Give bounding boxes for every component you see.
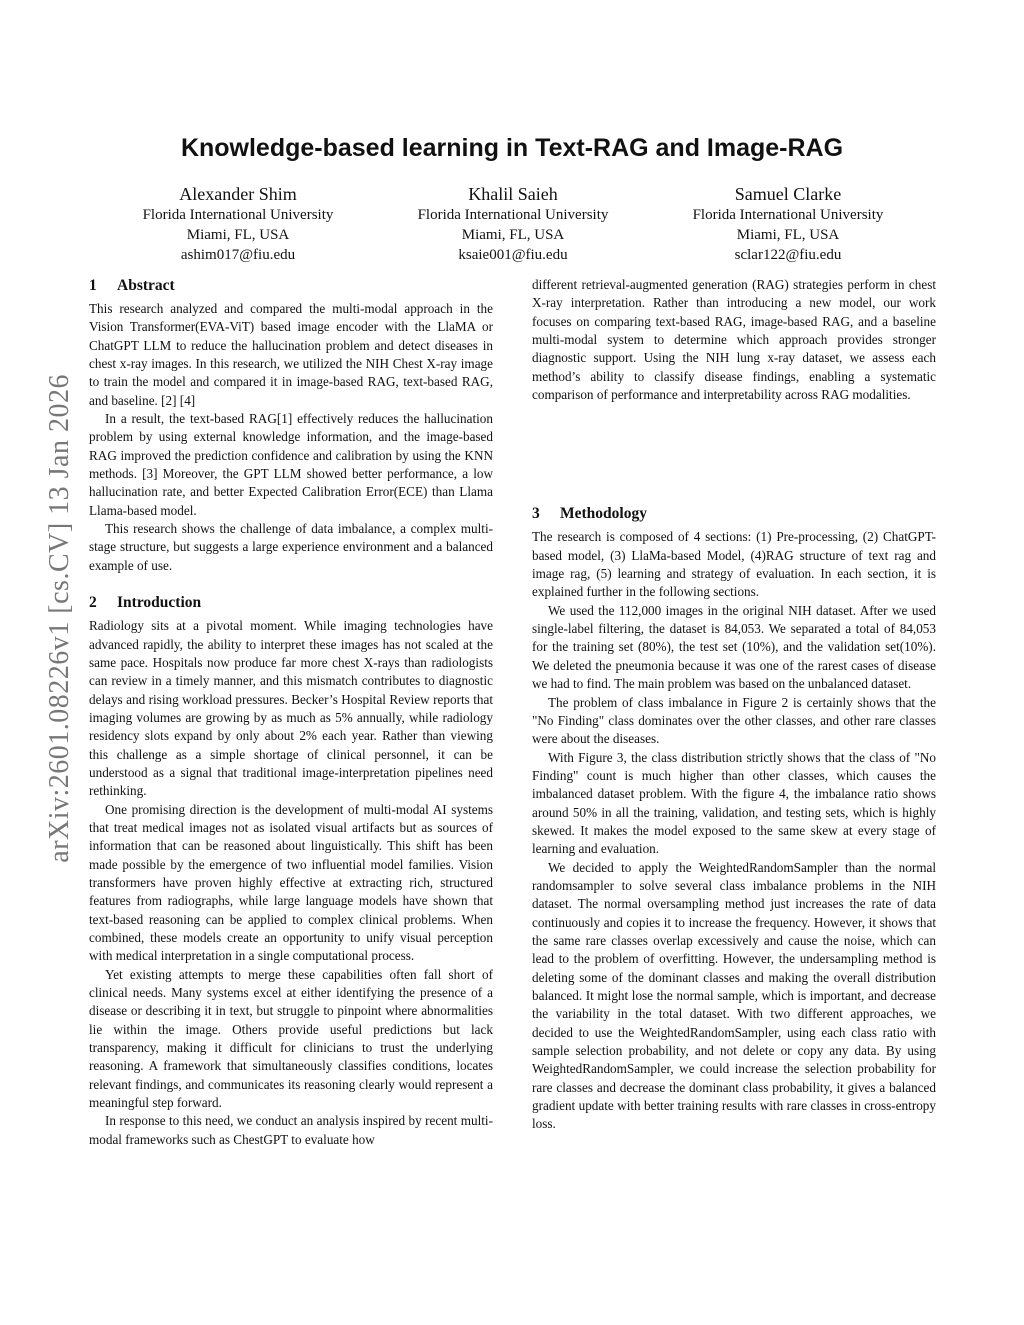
author-name: Khalil Saieh — [468, 184, 558, 204]
author-location: Miami, FL, USA — [186, 227, 290, 243]
methodology-paragraph: The research is composed of 4 sections: (1) Pre-processing, (2) ChatGPT-based model, (3) LlaMa-based Model, (4)RAG structure of text rag and image rag, (5) learning and strategy of evaluation. In each section, it is explained further in the following sections. — [532, 529, 936, 600]
paper-title: Knowledge-based learning in Text-RAG and Image-RAG — [180, 134, 844, 162]
author-block — [108, 183, 368, 265]
introduction-paragraph: One promising direction is the development of multi-modal AI systems that treat medical images not as isolated visual artifacts but as sources of information that can be reasoned about linguistically. This shift has been made possible by the emergence of two influential model families. Vision transformers have proven highly effective at extracting rich, structured features from radiographs, while large language models have shown that text-based reasoning can be applied to complex clinical problems. When combined, these models create an opportunity to unify visual perception with medical interpretation in a single computational process. — [89, 801, 493, 964]
right-column — [532, 276, 936, 1134]
abstract-paragraph: This research analyzed and compared the multi-modal approach in the Vision Transformer(EVA-ViT) based image encoder with the LlaMA or ChatGPT LLM to reduce the hallucination problem and detect diseases in chest x-ray images. In this research, we utilized the NIH Chest X-ray image to train the model and compared it in image-based RAG, text-based RAG, and baseline. [2] [4] — [89, 301, 493, 408]
section-title: Methodology — [560, 505, 647, 523]
abstract-paragraph: This research shows the challenge of data imbalance, a complex multi-stage structure, but suggests a large experience environment and a balanced example of use. — [89, 521, 493, 573]
arxiv-identifier[interactable]: arXiv:2601.08226v1 [cs.CV] 13 Jan 2026 — [44, 374, 75, 863]
author-affiliation: Florida International University — [417, 207, 609, 223]
author-email[interactable]: sclar122@fiu.edu — [734, 247, 842, 263]
author-name: Samuel Clarke — [734, 184, 842, 204]
abstract-paragraph: In a result, the text-based RAG[1] effectively reduces the hallucination problem by using external knowledge information, and the image-based RAG improved the prediction confidence and calibration by using the KNN methods. [3] Moreover, the GPT LLM showed better performance, a low hallucination rate, and better Expected Calibration Error(ECE) than Llama Llama-based model. — [89, 411, 493, 518]
section-number: 2 — [89, 594, 97, 612]
section-title: Abstract — [117, 277, 175, 294]
section-heading-introduction — [89, 593, 493, 613]
introduction-continuation: different retrieval-augmented generation (RAG) strategies perform in chest X-ray interpretation. Rather than introducing a new model, our work focuses on comparing text-based RAG, image-based RAG, and a baseline multi-modal system to determine which approach provides stronger diagnostic support. Using the NIH lung x-ray dataset, we assess each method’s ability to classify disease findings, enabling a systematic comparison of performance and interpretability across RAG modalities. — [532, 277, 936, 403]
author-email[interactable]: ksaie001@fiu.edu — [458, 247, 568, 263]
section-title: Introduction — [117, 594, 202, 612]
methodology-paragraph: With Figure 3, the class distribution strictly shows that the class of "No Finding" count is much higher than other classes, which causes the imbalanced dataset problem. With the figure 4, the imbalance ratio shows around 50% in all the training, validation, and testing sets, which is highly skewed. It makes the model exposed to the same skew at every stage of learning and evaluation. — [532, 749, 936, 857]
left-column — [89, 276, 493, 1149]
introduction-paragraph: Radiology sits at a pivotal moment. While imaging technologies have advanced rapidly, the ability to interpret these images has not scaled at the same pace. Hospitals now produce far more chest X-rays than radiologists can review in a timely manner, and this mismatch contributes to diagnostic delays and rising workload pressures. Becker’s Hospital Review reports that imaging volumes are growing by as much as 5% annually, while radiology residency slots expand by only about 2% each year. Rather than viewing this challenge as a simple shortage of clinical personnel, it can be understood as a signal that traditional image-interpretation pipelines need rethinking. — [89, 618, 493, 799]
section-heading-methodology — [532, 504, 936, 524]
introduction-paragraph: Yet existing attempts to merge these capabilities often fall short of clinical needs. Many systems excel at either identifying the presence of a disease or describing it in text, but struggle to pinpoint where abnormalities lie within the image. Others provide useful predictions but lack transparency, making it difficult for clinicians to trust the underlying reasoning. A framework that simultaneously classifies conditions, locates relevant findings, and communicates its reasoning clearly would represent a meaningful step forward. — [89, 966, 493, 1111]
author-location: Miami, FL, USA — [736, 227, 840, 243]
author-block — [383, 183, 643, 265]
section-number: 1 — [89, 277, 97, 294]
author-block — [658, 183, 918, 265]
introduction-paragraph: In response to this need, we conduct an analysis inspired by recent multi-modal frameworks such as ChestGPT to evaluate how — [89, 1113, 493, 1147]
methodology-paragraph: We used the 112,000 images in the original NIH dataset. After we used single-label filtering, the dataset is 84,053. We separated a total of 84,053 for the training set (80%), the test set (10%), and the validation set(10%). We deleted the pneumonia because it was one of the rarest cases of disease we had to find. The main problem was based on the unbalanced dataset. — [532, 602, 936, 692]
author-name: Alexander Shim — [179, 184, 297, 204]
section-number: 3 — [532, 505, 540, 523]
author-email[interactable]: ashim017@fiu.edu — [180, 247, 296, 263]
section-heading-abstract — [89, 276, 493, 296]
author-affiliation: Florida International University — [142, 207, 334, 223]
methodology-paragraph: We decided to apply the WeightedRandomSampler than the normal randomsampler to solve several class imbalance problems in the NIH dataset. The normal oversampling method just increases the rate of data continuously and copies it to increase the frequency. However, it shows that the same rare classes overlap excessively and cause the noise, which can lead to the problem of overfitting. However, the undersampling method is deleting some of the dominant classes and making the overall distribution balanced. It might lose the normal sample, which is important, and decrease the variability in the total dataset. With two different approaches, we decided to use the WeightedRandomSampler, using each class ratio with sample selection probability, and not delete or copy any data. By using WeightedRandomSampler, we could increase the selection probability for rare classes and decrease the dominant class probability, it gives a balanced gradient update with better training results with rare classes in cross-entropy loss. — [532, 859, 936, 1132]
author-affiliation: Florida International University — [692, 207, 884, 223]
methodology-paragraph: The problem of class imbalance in Figure 2 is certainly shows that the "No Finding" class dominates over the other classes, and other rare classes were about the diseases. — [532, 694, 936, 747]
author-location: Miami, FL, USA — [461, 227, 565, 243]
